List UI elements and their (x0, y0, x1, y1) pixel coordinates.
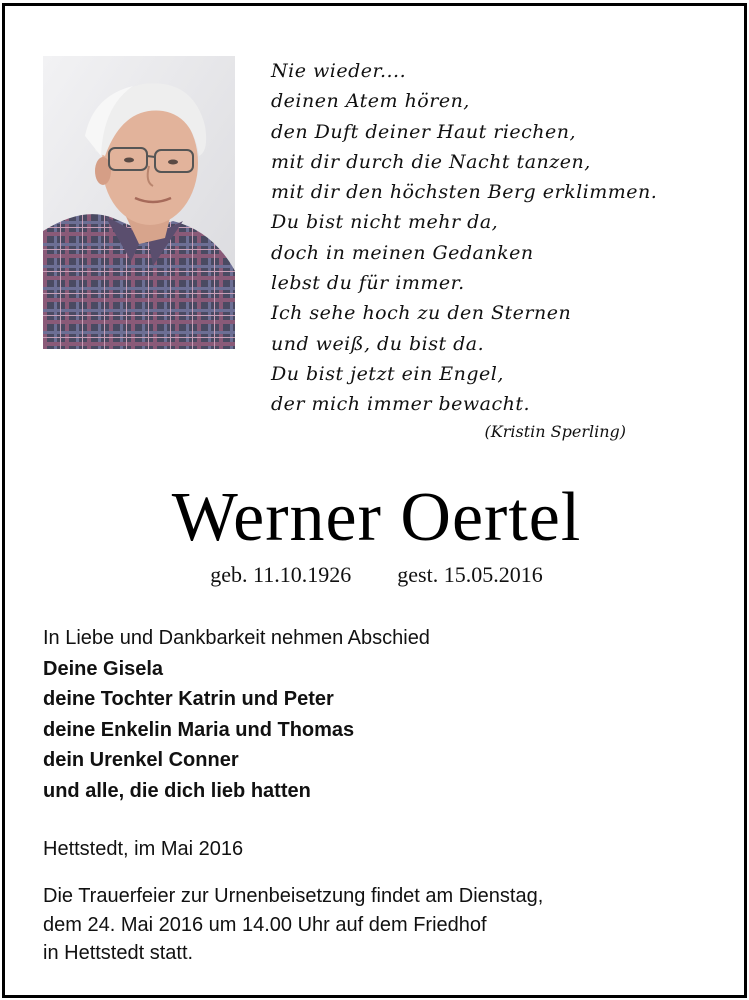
service-line: dem 24. Mai 2016 um 14.00 Uhr auf dem Friedhof (43, 913, 487, 936)
poem-line: Ich sehe hoch zu den Sternen (271, 302, 572, 325)
place-date: Hettstedt, im Mai 2016 (43, 838, 244, 860)
death-date: gest. 15.05.2016 (397, 562, 543, 587)
obituary-frame (2, 3, 747, 998)
poem-line: und weiß, du bist da. (271, 332, 485, 355)
poem-line: deinen Atem hören, (271, 90, 470, 113)
poem-line: mit dir den höchsten Berg erklimmen. (271, 181, 658, 204)
mourners-intro: In Liebe und Dankbarkeit nehmen Abschied (43, 627, 430, 649)
deceased-name: Werner Oertel (171, 479, 582, 556)
mourners-block (43, 623, 733, 806)
poem-line: Du bist nicht mehr da, (271, 211, 499, 234)
birth-date: geb. 11.10.1926 (210, 562, 352, 587)
poem-line: lebst du für immer. (271, 272, 465, 295)
poem-line: doch in meinen Gedanken (271, 241, 534, 264)
mourner-name: dein Urenkel Conner (43, 749, 239, 771)
mourner-name: deine Enkelin Maria und Thomas (43, 718, 355, 741)
portrait-photo (43, 56, 235, 349)
mourner-name: Deine Gisela (43, 657, 164, 680)
service-line: in Hettstedt statt. (43, 942, 194, 964)
poem-line: der mich immer bewacht. (271, 393, 531, 416)
poem (271, 56, 741, 420)
poem-line: den Duft deiner Haut riechen, (271, 120, 577, 143)
poem-line: Du bist jetzt ein Engel, (271, 362, 504, 385)
mourner-name: und alle, die dich lieb hatten (43, 779, 311, 802)
life-dates (5, 562, 748, 588)
poem-author: (Kristin Sperling) (484, 422, 626, 441)
poem-line: mit dir durch die Nacht tanzen, (271, 150, 591, 173)
service-line: Die Trauerfeier zur Urnenbeisetzung findet am Dienstag, (43, 885, 544, 907)
mourner-name: deine Tochter Katrin und Peter (43, 688, 334, 710)
funeral-service-notice (43, 882, 733, 968)
poem-line: Nie wieder.... (271, 60, 407, 82)
